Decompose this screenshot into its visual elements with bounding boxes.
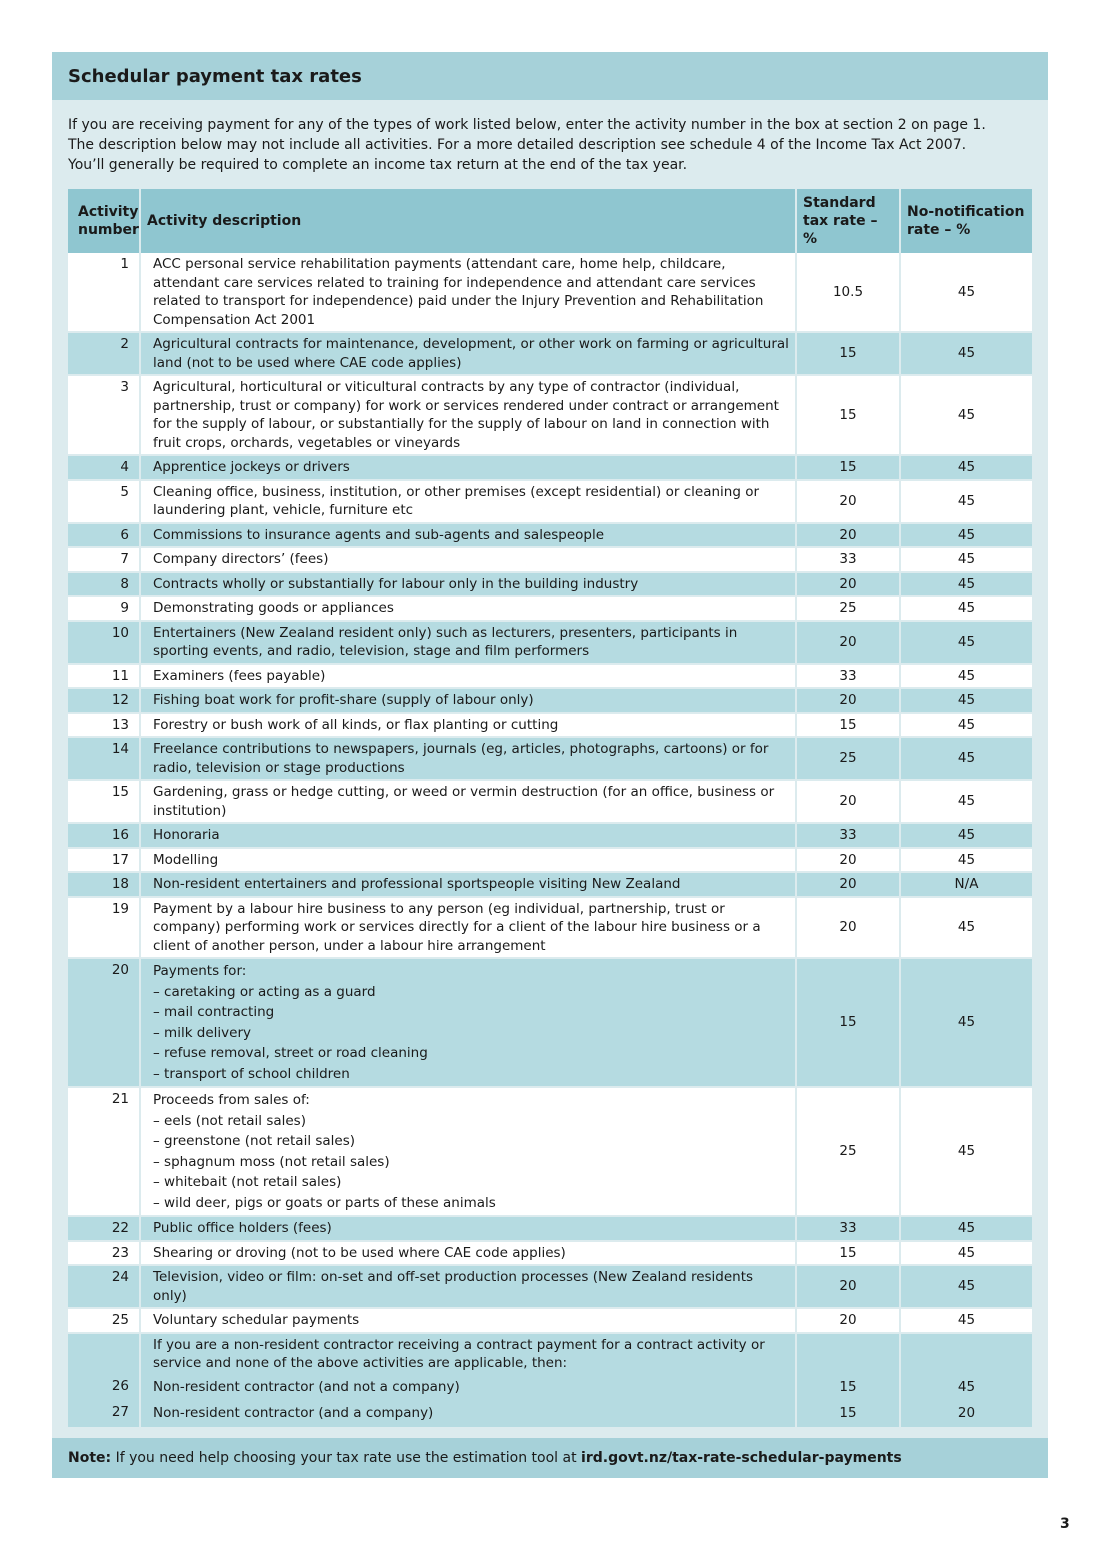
activity-number: 3 bbox=[68, 375, 140, 455]
intro-line: You’ll generally be required to complete an income tax return at the end of the tax year. bbox=[68, 157, 688, 173]
table-row bbox=[68, 1241, 1032, 1266]
activity-number: 25 bbox=[68, 1308, 140, 1333]
activity-number: 7 bbox=[68, 547, 140, 572]
activity-description: Agricultural, horticultural or viticultural contracts by any type of contractor (individual, partnership, trust or company) for work or services rendered under contract or arrangement for the supply of labour, or substantially for the supply of labour on land in connection with fruit crops, orchards, vegetables or vineyards bbox=[140, 375, 796, 455]
activity-description-lead: Payments for: bbox=[153, 963, 247, 979]
activity-description: Honoraria bbox=[140, 823, 796, 848]
activity-number bbox=[68, 1333, 140, 1375]
activity-number: 5 bbox=[68, 480, 140, 523]
standard-rate: 20 bbox=[796, 621, 900, 664]
activity-sub-item: – eels (not retail sales) bbox=[153, 1112, 306, 1129]
no-notification-rate: 45 bbox=[900, 1265, 1032, 1308]
activity-sub-item: – whitebait (not retail sales) bbox=[153, 1174, 342, 1190]
standard-rate: 25 bbox=[796, 737, 900, 780]
note-body: If you need help choosing your tax rate use the estimation tool at bbox=[111, 1450, 582, 1466]
activity-number: 12 bbox=[68, 688, 140, 713]
standard-rate: 15 bbox=[796, 1375, 900, 1401]
rates-table-container bbox=[68, 189, 1032, 1429]
header-no-notification-rate: No-notification rate – % bbox=[900, 189, 1032, 253]
activity-description: Modelling bbox=[140, 848, 796, 873]
table-row bbox=[68, 1401, 1032, 1428]
note-label: Note: bbox=[68, 1450, 112, 1466]
activity-number: 4 bbox=[68, 455, 140, 480]
table-row bbox=[68, 848, 1032, 873]
table-row bbox=[68, 596, 1032, 621]
activity-description: Gardening, grass or hedge cutting, or weed or vermin destruction (for an office, business or institution) bbox=[140, 780, 796, 823]
no-notification-rate: 45 bbox=[900, 1216, 1032, 1241]
page-number: 3 bbox=[1060, 1516, 1070, 1532]
no-notification-rate: 45 bbox=[900, 523, 1032, 548]
activity-description: Payment by a labour hire business to any person (eg individual, partnership, trust or company) performing work or services directly for a client of the labour hire business or a client of another person, under a labour hire arrangement bbox=[140, 897, 796, 959]
activity-number: 10 bbox=[68, 621, 140, 664]
no-notification-rate: 45 bbox=[900, 1087, 1032, 1216]
standard-rate bbox=[796, 1333, 900, 1375]
table-body bbox=[68, 253, 1032, 1428]
standard-rate: 15 bbox=[796, 455, 900, 480]
table-row bbox=[68, 523, 1032, 548]
no-notification-rate: 45 bbox=[900, 823, 1032, 848]
nonresident-intro: If you are a non-resident contractor receiving a contract payment for a contract activity or service and none of the above activities are applicable, then: bbox=[140, 1333, 796, 1375]
no-notification-rate: N/A bbox=[900, 872, 1032, 897]
activity-number: 11 bbox=[68, 664, 140, 689]
title-band bbox=[52, 52, 1048, 100]
table-row bbox=[68, 480, 1032, 523]
no-notification-rate: 45 bbox=[900, 621, 1032, 664]
activity-description-lead: Proceeds from sales of: bbox=[153, 1092, 310, 1108]
activity-sub-item: – milk delivery bbox=[153, 1024, 252, 1041]
no-notification-rate: 45 bbox=[900, 897, 1032, 959]
activity-number: 27 bbox=[68, 1401, 140, 1428]
standard-rate: 15 bbox=[796, 1401, 900, 1428]
activity-sub-item: – greenstone (not retail sales) bbox=[153, 1133, 356, 1149]
table-row bbox=[68, 1375, 1032, 1401]
table-row bbox=[68, 958, 1032, 1087]
activity-description: Company directors’ (fees) bbox=[140, 547, 796, 572]
table-row bbox=[68, 621, 1032, 664]
activity-number: 9 bbox=[68, 596, 140, 621]
no-notification-rate: 45 bbox=[900, 1375, 1032, 1401]
activity-sub-item: – mail contracting bbox=[153, 1004, 275, 1020]
activity-description: Non-resident contractor (and a company) bbox=[140, 1401, 796, 1428]
activity-number: 1 bbox=[68, 253, 140, 332]
table-row bbox=[68, 713, 1032, 738]
table-row bbox=[68, 572, 1032, 597]
standard-rate: 20 bbox=[796, 1265, 900, 1308]
no-notification-rate: 45 bbox=[900, 664, 1032, 689]
table-row bbox=[68, 897, 1032, 959]
activity-description: Commissions to insurance agents and sub-agents and salespeople bbox=[140, 523, 796, 548]
table-row bbox=[68, 1308, 1032, 1333]
activity-description: Forestry or bush work of all kinds, or flax planting or cutting bbox=[140, 713, 796, 738]
table-row bbox=[68, 375, 1032, 455]
table-row bbox=[68, 455, 1032, 480]
activity-number: 22 bbox=[68, 1216, 140, 1241]
intro-line: The description below may not include all activities. For a more detailed description see schedule 4 of the Income Tax Act 2007. bbox=[68, 137, 967, 153]
activity-number: 13 bbox=[68, 713, 140, 738]
intro-line: If you are receiving payment for any of the types of work listed below, enter the activity number in the box at section 2 on page 1. bbox=[68, 117, 986, 133]
standard-rate: 20 bbox=[796, 480, 900, 523]
no-notification-rate: 45 bbox=[900, 713, 1032, 738]
activity-description: Television, video or film: on-set and off-set production processes (New Zealand residents only) bbox=[140, 1265, 796, 1308]
no-notification-rate: 45 bbox=[900, 1308, 1032, 1333]
activity-number: 14 bbox=[68, 737, 140, 780]
table-row bbox=[68, 688, 1032, 713]
activity-description: Demonstrating goods or appliances bbox=[140, 596, 796, 621]
activity-number: 8 bbox=[68, 572, 140, 597]
activity-number: 19 bbox=[68, 897, 140, 959]
activity-description bbox=[140, 1087, 796, 1216]
estimation-tool-link[interactable]: ird.govt.nz/tax-rate-schedular-payments bbox=[581, 1450, 902, 1466]
activity-number: 21 bbox=[68, 1087, 140, 1216]
no-notification-rate: 45 bbox=[900, 737, 1032, 780]
no-notification-rate: 45 bbox=[900, 480, 1032, 523]
standard-rate: 20 bbox=[796, 872, 900, 897]
standard-rate: 20 bbox=[796, 1308, 900, 1333]
no-notification-rate: 45 bbox=[900, 848, 1032, 873]
table-row bbox=[68, 253, 1032, 332]
standard-rate: 20 bbox=[796, 523, 900, 548]
table-row bbox=[68, 1087, 1032, 1216]
activity-number: 17 bbox=[68, 848, 140, 873]
table-row bbox=[68, 332, 1032, 375]
table-row bbox=[68, 664, 1032, 689]
standard-rate: 20 bbox=[796, 780, 900, 823]
activity-sub-item: – wild deer, pigs or goats or parts of these animals bbox=[153, 1194, 496, 1211]
standard-rate: 25 bbox=[796, 596, 900, 621]
no-notification-rate: 45 bbox=[900, 958, 1032, 1087]
activity-number: 20 bbox=[68, 958, 140, 1087]
table-row bbox=[68, 780, 1032, 823]
standard-rate: 15 bbox=[796, 375, 900, 455]
activity-description: Apprentice jockeys or drivers bbox=[140, 455, 796, 480]
table-row bbox=[68, 1333, 1032, 1375]
header-standard-rate: Standard tax rate – % bbox=[796, 189, 900, 253]
no-notification-rate: 45 bbox=[900, 572, 1032, 597]
activity-number: 2 bbox=[68, 332, 140, 375]
activity-number: 23 bbox=[68, 1241, 140, 1266]
standard-rate: 33 bbox=[796, 1216, 900, 1241]
standard-rate: 33 bbox=[796, 547, 900, 572]
no-notification-rate: 45 bbox=[900, 455, 1032, 480]
no-notification-rate: 45 bbox=[900, 253, 1032, 332]
no-notification-rate: 45 bbox=[900, 332, 1032, 375]
table-row bbox=[68, 1265, 1032, 1308]
no-notification-rate: 45 bbox=[900, 780, 1032, 823]
standard-rate: 20 bbox=[796, 897, 900, 959]
activity-description: Non-resident entertainers and professional sportspeople visiting New Zealand bbox=[140, 872, 796, 897]
table-header-row bbox=[68, 189, 1032, 253]
activity-description: Voluntary schedular payments bbox=[140, 1308, 796, 1333]
standard-rate: 15 bbox=[796, 713, 900, 738]
standard-rate: 33 bbox=[796, 823, 900, 848]
standard-rate: 15 bbox=[796, 958, 900, 1087]
activity-description: Shearing or droving (not to be used where CAE code applies) bbox=[140, 1241, 796, 1266]
activity-number: 15 bbox=[68, 780, 140, 823]
standard-rate: 15 bbox=[796, 1241, 900, 1266]
activity-number: 16 bbox=[68, 823, 140, 848]
no-notification-rate: 45 bbox=[900, 688, 1032, 713]
standard-rate: 33 bbox=[796, 664, 900, 689]
activity-number: 18 bbox=[68, 872, 140, 897]
standard-rate: 10.5 bbox=[796, 253, 900, 332]
activity-sub-item: – caretaking or acting as a guard bbox=[153, 983, 376, 1000]
table-row bbox=[68, 823, 1032, 848]
intro-text bbox=[68, 115, 1028, 175]
activity-description: Public office holders (fees) bbox=[140, 1216, 796, 1241]
activity-description bbox=[140, 958, 796, 1087]
activity-description: Non-resident contractor (and not a company) bbox=[140, 1375, 796, 1401]
activity-sub-item: – refuse removal, street or road cleaning bbox=[153, 1045, 428, 1061]
activity-description: ACC personal service rehabilitation payments (attendant care, home help, childcare, attendant care services related to training for independence and attendant care services related to transport for independence) paid under the Injury Prevention and Rehabilitation Compensation Act 2001 bbox=[140, 253, 796, 332]
note-text bbox=[68, 1448, 902, 1468]
table-row bbox=[68, 1216, 1032, 1241]
activity-description: Contracts wholly or substantially for labour only in the building industry bbox=[140, 572, 796, 597]
page-title: Schedular payment tax rates bbox=[68, 66, 362, 87]
standard-rate: 20 bbox=[796, 848, 900, 873]
note-band bbox=[52, 1438, 1048, 1478]
activity-sub-item: – sphagnum moss (not retail sales) bbox=[153, 1153, 390, 1170]
rates-table bbox=[68, 189, 1032, 1429]
activity-description: Cleaning office, business, institution, or other premises (except residential) or cleaning or laundering plant, vehicle, furniture etc bbox=[140, 480, 796, 523]
schedular-rates-panel bbox=[52, 52, 1048, 1478]
no-notification-rate: 20 bbox=[900, 1401, 1032, 1428]
activity-description: Agricultural contracts for maintenance, development, or other work on farming or agricultural land (not to be used where CAE code applies) bbox=[140, 332, 796, 375]
standard-rate: 25 bbox=[796, 1087, 900, 1216]
table-row bbox=[68, 547, 1032, 572]
standard-rate: 20 bbox=[796, 572, 900, 597]
no-notification-rate bbox=[900, 1333, 1032, 1375]
activity-number: 6 bbox=[68, 523, 140, 548]
no-notification-rate: 45 bbox=[900, 547, 1032, 572]
standard-rate: 20 bbox=[796, 688, 900, 713]
activity-description: Entertainers (New Zealand resident only) such as lecturers, presenters, participants in sporting events, and radio, television, stage and film performers bbox=[140, 621, 796, 664]
activity-description: Examiners (fees payable) bbox=[140, 664, 796, 689]
activity-number: 24 bbox=[68, 1265, 140, 1308]
activity-number: 26 bbox=[68, 1375, 140, 1401]
no-notification-rate: 45 bbox=[900, 596, 1032, 621]
no-notification-rate: 45 bbox=[900, 375, 1032, 455]
activity-description: Freelance contributions to newspapers, journals (eg, articles, photographs, cartoons) or for radio, television or stage productions bbox=[140, 737, 796, 780]
header-activity-number: Activity number bbox=[68, 189, 140, 253]
no-notification-rate: 45 bbox=[900, 1241, 1032, 1266]
activity-sub-item: – transport of school children bbox=[153, 1065, 350, 1082]
activity-description: Fishing boat work for profit-share (supply of labour only) bbox=[140, 688, 796, 713]
standard-rate: 15 bbox=[796, 332, 900, 375]
table-row bbox=[68, 737, 1032, 780]
table-row bbox=[68, 872, 1032, 897]
header-activity-description: Activity description bbox=[140, 189, 796, 253]
